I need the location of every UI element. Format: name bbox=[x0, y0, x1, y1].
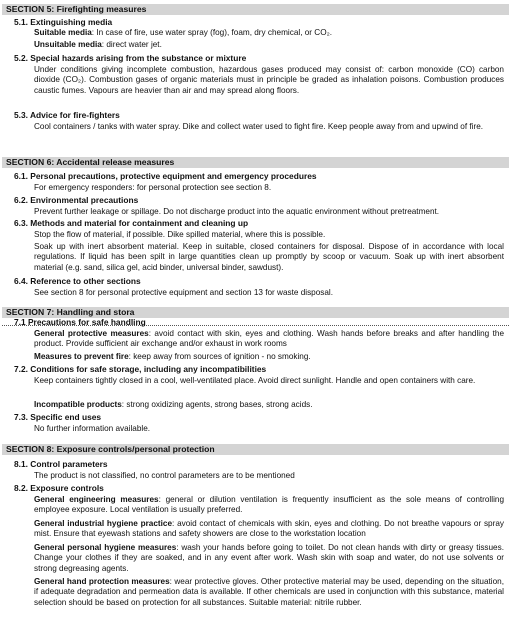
inc-text: : strong oxidizing agents, strong bases, strong acids. bbox=[121, 400, 313, 409]
unsuitable-media-text: : direct water jet. bbox=[101, 40, 162, 49]
gph-text: : wash your hands before going to toilet. Do not clean hands with dirty or greasy tissues. Change your clothes if they are soaked, and in any event after work. Wash skin with soap and water, do not use solvents or strong degreasing agents. bbox=[34, 543, 504, 573]
subsection-5-1-title: 5.1. Extinguishing media bbox=[14, 17, 113, 27]
section-5-header: SECTION 5: Firefighting measures bbox=[2, 4, 509, 15]
section-6-header: SECTION 6: Accidental release measures bbox=[2, 157, 509, 168]
inc-label: Incompatible products bbox=[34, 400, 122, 409]
general-protective-measures bbox=[34, 329, 504, 350]
general-hand-protection bbox=[34, 577, 504, 608]
general-engineering-measures bbox=[34, 495, 504, 516]
reference-text: See section 8 for personal protective equipment and section 13 for waste disposal. bbox=[34, 288, 334, 297]
environmental-precautions-text: Prevent further leakage or spillage. Do not discharge product into the aquatic environment without pretreatment. bbox=[34, 207, 440, 216]
gpm-label: General protective measures bbox=[34, 329, 149, 338]
subsection-6-3-title: 6.3. Methods and material for containment and cleaning up bbox=[14, 218, 249, 228]
gpm-text: : avoid contact with skin, eyes and clothing. Wash hands before breaks and after handling the product. Provide sufficient air exchange and/or exhaust in work rooms bbox=[34, 329, 505, 349]
section-7-header: SECTION 7: Handling and stora bbox=[2, 307, 509, 318]
subsection-8-1-title: 8.1. Control parameters bbox=[14, 459, 108, 469]
subsection-7-1-title: 7.1 Precautions for safe handling bbox=[14, 317, 146, 327]
firefighter-advice-text: Cool containers / tanks with water spray. Dike and collect water used to fight fire. Keep people away from and upwind of fire. bbox=[34, 122, 484, 131]
gem-label: General engineering measures bbox=[34, 495, 159, 504]
gph-label: General personal hygiene measures bbox=[34, 543, 177, 552]
suitable-media-text: : In case of fire, use water spray (fog), foam, dry chemical, or CO₂. bbox=[91, 28, 333, 37]
measures-prevent-fire bbox=[34, 352, 311, 362]
subsection-6-1-title: 6.1. Personal precautions, protective equipment and emergency procedures bbox=[14, 171, 317, 181]
special-hazards-text: Under conditions giving incomplete combustion, hazardous gases produced may consist of: carbon monoxide (CO) carbon dioxide (CO₂). Combustion gases of organic materials must in principle be graded as inhalation poisons. Combustion produces caustic fumes. Vapours are heavier than air and may spread along floors. bbox=[34, 65, 504, 95]
incompatible-products bbox=[34, 400, 313, 410]
general-industrial-hygiene bbox=[34, 519, 504, 540]
subsection-5-2-title: 5.2. Special hazards arising from the substance or mixture bbox=[14, 53, 247, 63]
mpf-text: : keep away from sources of ignition - no smoking. bbox=[128, 352, 311, 361]
specific-end-uses-text: No further information available. bbox=[34, 424, 151, 433]
mpf-label: Measures to prevent fire bbox=[34, 352, 129, 361]
unsuitable-media-line bbox=[34, 40, 162, 50]
ghp-label: General hand protection measures bbox=[34, 577, 170, 586]
subsection-6-4-title: 6.4. Reference to other sections bbox=[14, 276, 141, 286]
storage-conditions-text: Keep containers tightly closed in a cool, well-ventilated place. Avoid direct sunlight. Handle and open containers with care. bbox=[34, 376, 476, 385]
containment-text-1: Stop the flow of material, if possible. Dike spilled material, where this is possible. bbox=[34, 230, 326, 239]
subsection-7-2-title: 7.2. Conditions for safe storage, including any incompatibilities bbox=[14, 364, 267, 374]
gih-text: : avoid contact of chemicals with skin, eyes and clothing. Do not breathe vapours or spray mist. Ensure that eyewash stations and safety showers are close to the workstation location bbox=[34, 519, 504, 539]
general-personal-hygiene bbox=[34, 543, 504, 574]
ghp-text: : wear protective gloves. Other protective material may be used, depending on the situation, if adequate degradation and permeation data is available. If other chemicals are used in conjunction with this substance, material selection should be based on protection for all substances. Suitable material: nitrile rubber. bbox=[34, 577, 505, 607]
subsection-5-3-title: 5.3. Advice for fire-fighters bbox=[14, 110, 120, 120]
suitable-media-label: Suitable media bbox=[34, 28, 92, 37]
containment-text-2: Soak up with inert absorbent material. Keep in suitable, closed containers for disposal. Dispose of in accordance with local regulations. If liquid has been spilt in large quantities clean up promptly by scoop or vacuum. Soak up with inert absorbent material (e.g. sand, silica gel, acid binder, universal binder, sawdust). bbox=[34, 242, 504, 272]
subsection-7-3-title: 7.3. Specific end uses bbox=[14, 412, 102, 422]
gih-label: General industrial hygiene practice bbox=[34, 519, 173, 528]
section-8-header: SECTION 8: Exposure controls/personal protection bbox=[2, 444, 509, 455]
gem-text: : general or dilution ventilation is frequently insufficient as the sole means of controlling employee exposure. Local ventilation is usually preferred. bbox=[34, 495, 504, 515]
subsection-8-2-title: 8.2. Exposure controls bbox=[14, 483, 104, 493]
personal-precautions-text: For emergency responders: for personal protection see section 8. bbox=[34, 183, 272, 192]
control-parameters-text: The product is not classified, no control parameters are to be mentioned bbox=[34, 471, 295, 480]
unsuitable-media-label: Unsuitable media bbox=[34, 40, 102, 49]
suitable-media-line bbox=[34, 28, 332, 38]
subsection-6-2-title: 6.2. Environmental precautions bbox=[14, 195, 139, 205]
